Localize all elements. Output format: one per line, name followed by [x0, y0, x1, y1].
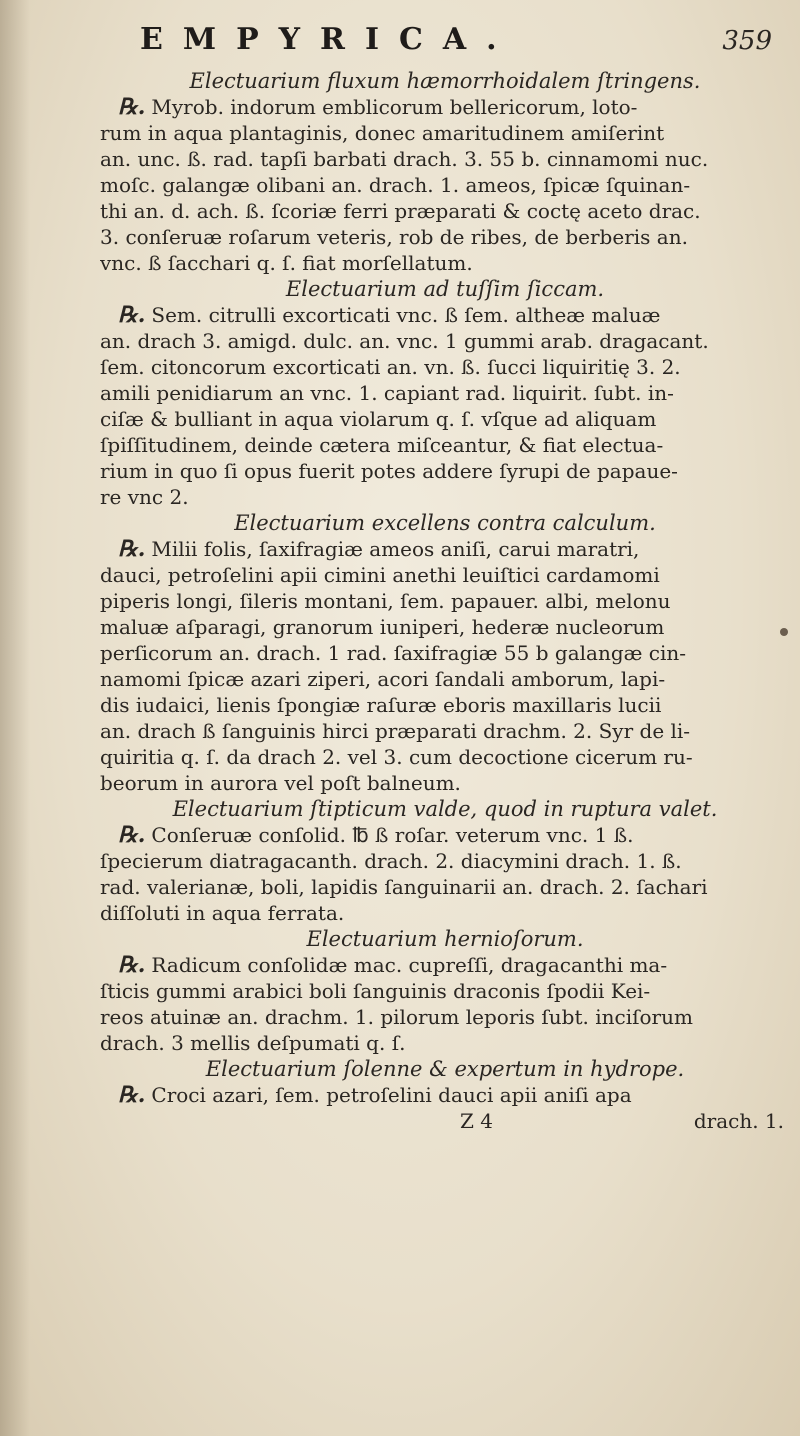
line-text: piperis longi, ſileris montani, ſem. papauer. albi, melonu	[100, 589, 671, 613]
line-text: quiritia q. ſ. da drach 2. vel 3. cum decoctione cicerum ru-	[100, 745, 693, 769]
text-line	[100, 614, 790, 640]
signature-mark: Z 4	[460, 1109, 493, 1133]
text-line	[100, 1030, 790, 1056]
page-header	[140, 22, 780, 62]
line-text: Electuarium hernioſorum.	[306, 927, 584, 951]
line-text: Sem. citrulli excorticati vnc. ß ſem. altheæ maluæ	[151, 303, 661, 327]
recipe-sign: ℞.	[118, 952, 146, 978]
line-text: an. drach 3. amigd. dulc. an. vnc. 1 gummi arab. dragacant.	[100, 329, 709, 353]
text-line	[100, 744, 790, 770]
recipe-sign: ℞.	[118, 94, 146, 120]
line-text: ſpiſſitudinem, deinde cætera miſceantur, & fiat electua-	[100, 433, 664, 457]
line-text: ſpecierum diatragacanth. drach. 2. diacymini drach. 1. ß.	[100, 849, 682, 873]
line-text: namomi ſpicæ azari ziperi, acori ſandali amborum, lapi-	[100, 667, 666, 691]
text-line	[100, 770, 790, 796]
text-line	[100, 224, 790, 250]
page-footer	[100, 1108, 790, 1134]
section-heading	[100, 796, 790, 822]
line-text: dauci, petroſelini apii cimini anethi leuiſtici cardamomi	[100, 563, 660, 587]
line-text: moſc. galangæ olibani an. drach. 1. ameos, ſpicæ ſquinan-	[100, 173, 691, 197]
line-text: Milii folis, ſaxifragiæ ameos aniſi, carui maratri,	[151, 537, 640, 561]
text-line	[100, 562, 790, 588]
text-line	[100, 94, 790, 120]
line-text: dis iudaici, lienis ſpongiæ raſuræ eboris maxillaris lucii	[100, 693, 662, 717]
text-line	[100, 458, 790, 484]
line-text: an. unc. ß. rad. tapſi barbati drach. 3. 55 b. cinnamomi nuc.	[100, 147, 709, 171]
section-heading	[100, 276, 790, 302]
line-text: Electuarium ſtipticum valde, quod in ruptura valet.	[172, 797, 718, 821]
line-text: drach. 3 mellis deſpumati q. ſ.	[100, 1031, 406, 1055]
section-heading	[100, 1056, 790, 1082]
text-line	[100, 146, 790, 172]
text-block	[100, 68, 790, 1134]
line-text: Croci azari, ſem. petroſelini dauci apii aniſi apa	[151, 1083, 632, 1107]
line-text: thi an. d. ach. ß. ſcoriæ ferri præparati & coctę aceto drac.	[100, 199, 701, 223]
line-text: re vnc 2.	[100, 485, 189, 509]
section-heading	[100, 510, 790, 536]
page-number: 359	[722, 26, 772, 56]
line-text: Radicum conſolidæ mac. cupreſſi, dragacanthi ma-	[151, 953, 668, 977]
recipe-sign: ℞.	[118, 536, 146, 562]
recipe-sign: ℞.	[118, 822, 146, 848]
text-line	[100, 848, 790, 874]
text-line	[100, 588, 790, 614]
line-text: rum in aqua plantaginis, donec amaritudinem amiſerint	[100, 121, 665, 145]
line-text: Myrob. indorum emblicorum bellericorum, loto-	[151, 95, 638, 119]
line-text: vnc. ß ſacchari q. ſ. fiat morſellatum.	[100, 251, 473, 275]
line-text: Electuarium excellens contra calculum.	[234, 511, 656, 535]
running-title: EMPYRICA.	[140, 22, 517, 57]
gutter-shadow	[0, 0, 30, 1436]
line-text: Conſeruæ conſolid. ℔ ß roſar. veterum vnc. 1 ß.	[151, 823, 634, 847]
line-text: an. drach ß ſanguinis hirci præparati drachm. 2. Syr de li-	[100, 719, 691, 743]
line-text: maluæ aſparagi, granorum iuniperi, hederæ nucleorum	[100, 615, 665, 639]
text-line	[100, 822, 790, 848]
text-line	[100, 666, 790, 692]
text-line	[100, 406, 790, 432]
text-line	[100, 718, 790, 744]
text-line	[100, 1004, 790, 1030]
section-heading	[100, 68, 790, 94]
text-line	[100, 484, 790, 510]
line-text: ſem. citoncorum excorticati an. vn. ß. ſucci liquiritię 3. 2.	[100, 355, 681, 379]
line-text: ſticis gummi arabici boli ſanguinis draconis ſpodii Kei-	[100, 979, 651, 1003]
text-line	[100, 978, 790, 1004]
line-text: diſſoluti in aqua ferrata.	[100, 901, 345, 925]
text-line	[100, 432, 790, 458]
line-text: 3. conſeruæ roſarum veteris, rob de ribes, de berberis an.	[100, 225, 688, 249]
text-line	[100, 380, 790, 406]
line-text: Electuarium fluxum hæmorrhoidalem ſtringens.	[189, 69, 701, 93]
text-line	[100, 874, 790, 900]
text-line	[100, 120, 790, 146]
text-line	[100, 536, 790, 562]
section-heading	[100, 926, 790, 952]
text-line	[100, 250, 790, 276]
text-line	[100, 328, 790, 354]
recipe-sign: ℞.	[118, 1082, 146, 1108]
text-line	[100, 172, 790, 198]
text-line	[100, 952, 790, 978]
margin-ink-spot	[780, 628, 788, 636]
line-text: perſicorum an. drach. 1 rad. ſaxifragiæ 55 b galangæ cin-	[100, 641, 687, 665]
line-text: Electuarium ſolenne & expertum in hydrope.	[205, 1057, 685, 1081]
text-line	[100, 900, 790, 926]
text-line	[100, 640, 790, 666]
line-text: rium in quo ſi opus fuerit potes addere ſyrupi de papaue-	[100, 459, 678, 483]
text-line	[100, 692, 790, 718]
text-line	[100, 1082, 790, 1108]
text-line	[100, 198, 790, 224]
recipe-sign: ℞.	[118, 302, 146, 328]
text-line	[100, 354, 790, 380]
line-text: amili penidiarum an vnc. 1. capiant rad. liquirit. ſubt. in-	[100, 381, 674, 405]
text-line	[100, 302, 790, 328]
line-text: rad. valerianæ, boli, lapidis ſanguinarii an. drach. 2. ſachari	[100, 875, 708, 899]
line-text: ciſæ & bulliant in aqua violarum q. ſ. vſque ad aliquam	[100, 407, 657, 431]
line-text: Electuarium ad tuſſim ſiccam.	[285, 277, 605, 301]
line-text: reos atuinæ an. drachm. 1. pilorum leporis ſubt. inciſorum	[100, 1005, 693, 1029]
catchword: drach. 1.	[693, 1109, 784, 1133]
line-text: beorum in aurora vel poſt balneum.	[100, 771, 461, 795]
